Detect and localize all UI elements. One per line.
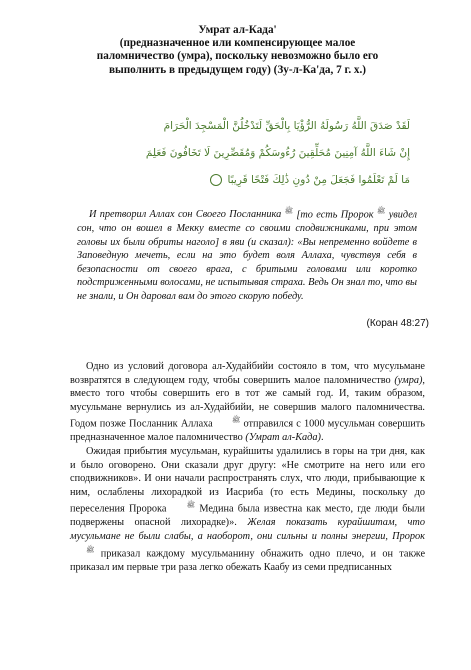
paragraph-text: приказал каждому мусульманину обнажить одно плечо, и он также приказал им первые три раза легко обежать Каабу из семи предписанных (70, 547, 426, 573)
paragraph-text-italic: (умра) (394, 374, 423, 386)
salawat-icon: ﷺ (284, 207, 294, 215)
title-line: выполнить в предыдущем году) (Зу-л-Ка'да, 7 г. х.) (108, 63, 367, 76)
paragraph (70, 445, 425, 574)
arabic-verse-line (82, 167, 410, 194)
arabic-verse (82, 113, 410, 194)
verse-end-marker-icon (210, 174, 222, 186)
arabic-verse-line: لَقَدْ صَدَقَ اللَّهُ رَسُولَهُ الرُّؤْيَا بِالْحَقِّ لَتَدْخُلُنَّ الْمَسْجِدَ الْحَرَامَ (163, 120, 410, 132)
verse-reference: (Коран 48:27) (366, 318, 429, 329)
paragraph-text: , вместо того чтобы совершить его в тот же самый год. И, таким образом, мусульмане вернулись из ал-Худайбийи, не совершив малого паломничества. Годом позже Посланник Аллаха (70, 374, 425, 430)
salawat-icon: ﷺ (86, 545, 95, 554)
paragraph-text: . (320, 432, 324, 444)
paragraph-text: Ожидая прибытия мусульман, курайшиты удалились в горы на три дня, как и было оговорено. Они сказали друг другу: «Не смотрите на него или его сподвижников». И они начали распространять слух, что люди, прибывающие к ним, ослаблены лихорадкой из Иасриба (то есть Медины, поскольку до переселения Пророка (70, 445, 425, 515)
chapter-title (60, 24, 415, 77)
translation-text: И претворил Аллах сон Своего Посланника (89, 209, 282, 221)
paragraph-text: отправился с 1000 мусульман совершить предназначенное малое паломничество (70, 418, 425, 444)
paragraph (70, 360, 425, 445)
title-line: паломничество (умра), поскольку невозможно было его (96, 50, 379, 63)
title-line: (предназначенное или компенсирующее малое (119, 37, 356, 50)
paragraph-text: Одно из условий договора ал-Худайбийи состояло в том, что мусульмане возвратятся в следующем году, чтобы совершить малое паломничество (70, 361, 425, 386)
translation-text: [то есть Пророк (296, 209, 374, 221)
arabic-verse-line: إِنْ شَاءَ اللَّهُ آمِنِينَ مُحَلِّقِينَ رُءُوسَكُمْ وَمُقَصِّرِينَ لَا تَخَافُونَ فَعَلِمَ (145, 147, 410, 159)
arabic-verse-text: مَا لَمْ تَعْلَمُوا فَجَعَلَ مِنْ دُونِ ذَٰلِكَ فَتْحًا قَرِيبًا (227, 174, 410, 186)
paragraph-text-italic: (Умрат ал-Када) (245, 432, 321, 444)
title-line: Умрат ал-Када' (198, 24, 277, 36)
salawat-icon: ﷺ (376, 207, 386, 215)
salawat-icon: ﷺ (186, 501, 196, 510)
paragraph-text: Медина была известна как место, где люди были подвержены опасной лихорадке)». (70, 503, 425, 529)
verse-translation (77, 205, 417, 304)
translation-text: увидел сон, что он вошел в Мекку вместе со своими сподвижниками, при этом головы их были обриты наголо] в яви (и сказал): «Вы непременно войдете в Заповедную мечеть, если на это будет воля Аллаха, чувствуя себя в безопасности от своего врага, с бритыми головами или коротко подстриженными волосами, не испытывая страха. Ведь Он знал то, что вы не знали, и Он даровал вам до этого скорую победу. (77, 209, 418, 302)
salawat-icon: ﷺ (231, 416, 241, 425)
paragraph-text-italic: Желая показать курайшитам, что мусульмане не были слабы, а наоборот, они сильны и полны энергии, Пророк (70, 517, 425, 542)
body-text (70, 360, 425, 574)
